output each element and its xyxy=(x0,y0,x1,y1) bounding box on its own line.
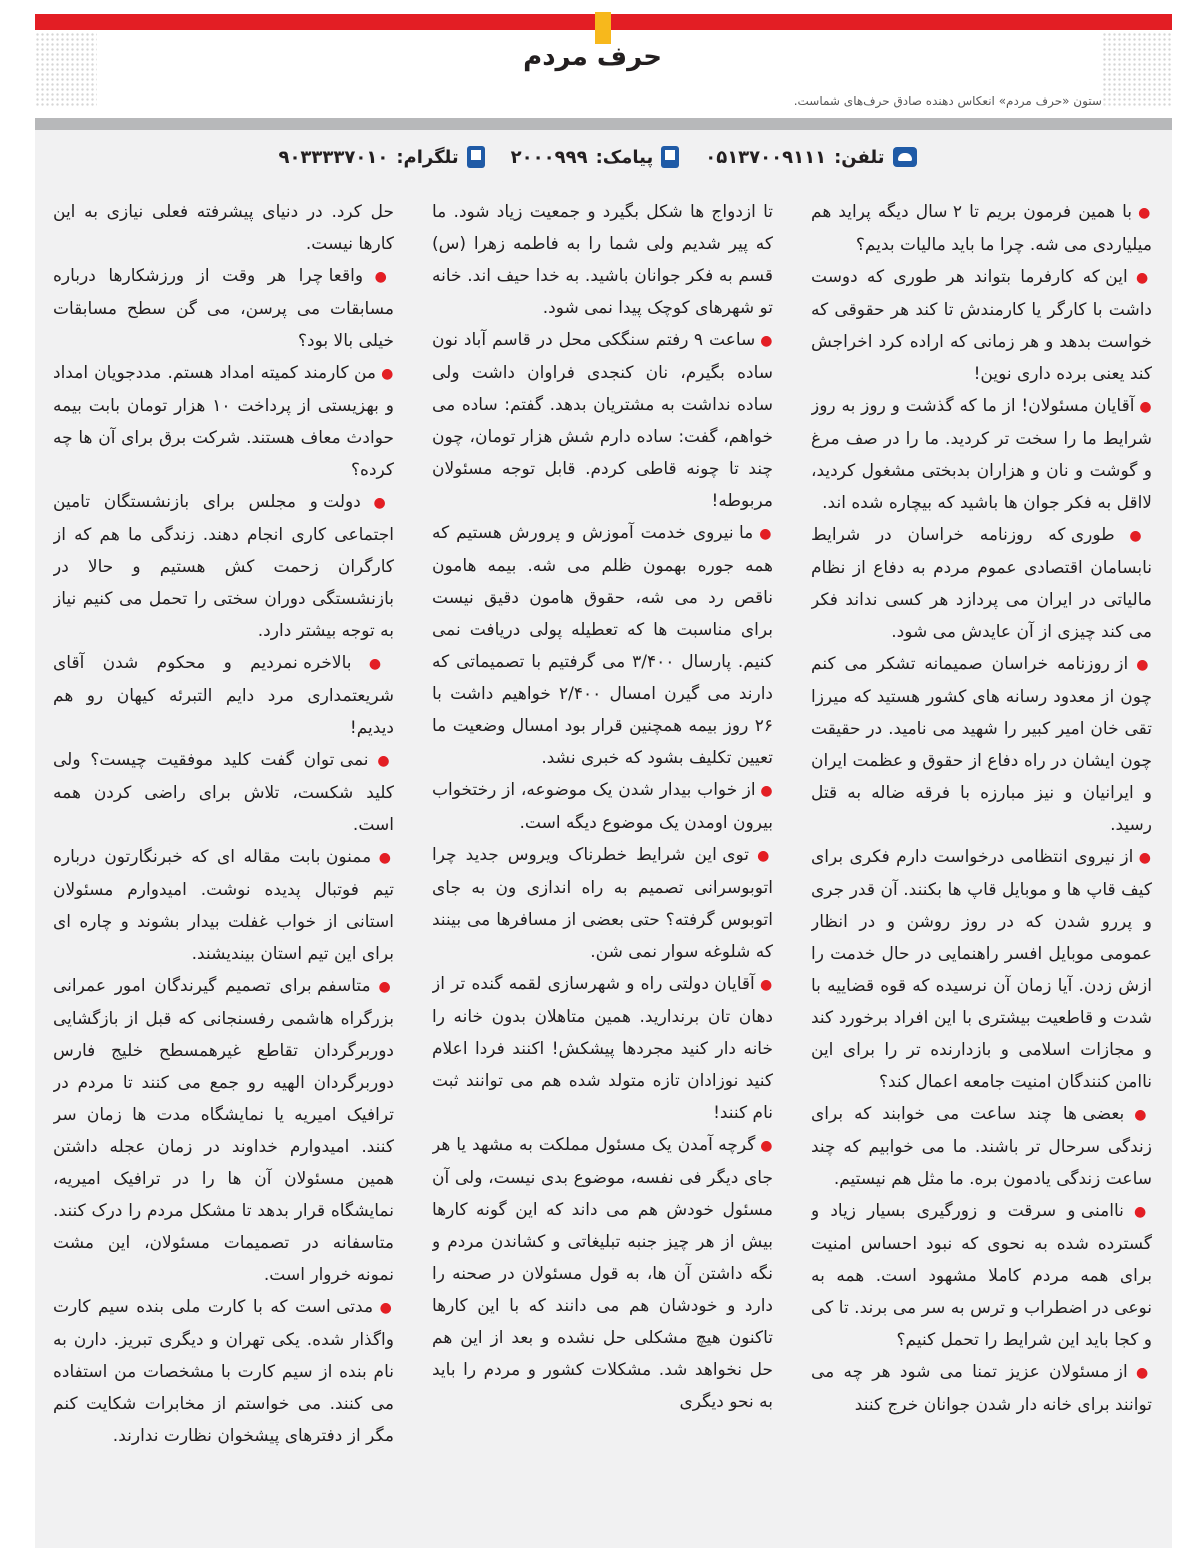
phone-value: ۰۵۱۳۷۰۰۹۱۱۱ xyxy=(705,146,827,168)
message-item xyxy=(811,648,1152,841)
bullet-icon: ● xyxy=(1128,657,1152,673)
message-text: ممنون بابت مقاله ای که خبرنگارتون درباره تیم فوتبال پدیده نوشت. امیدوارم مسئولان استانی از خواب غفلت بیدار بشوند و چاره ای برای این تیم استان بیندیشند. xyxy=(53,847,394,964)
bullet-icon: ● xyxy=(1124,1107,1152,1123)
message-text: واقعا چرا هر وقت از ورزشکارها درباره مسابقات می پرسن، می گن سطح مسابقات خیلی بالا بود؟ xyxy=(53,266,394,351)
message-item xyxy=(432,324,773,517)
bullet-icon: ● xyxy=(1123,1204,1152,1220)
message-item xyxy=(811,841,1152,1098)
message-text: بعضی ها چند ساعت می خوابند که برای زندگی سرحال تر باشند. ما می خوابیم که چند ساعت زندگی یادمون بره. ما مثل هم نیستیم. xyxy=(811,1104,1152,1189)
bullet-icon: ● xyxy=(1132,205,1152,221)
telegram-value: ۹۰۳۳۳۳۷۰۱۰ xyxy=(278,146,389,168)
message-text: حل کرد. در دنیای پیشرفته فعلی نیازی به این کارها نیست. xyxy=(53,202,394,254)
text-column-2 xyxy=(432,196,773,1546)
message-item xyxy=(53,486,394,647)
bullet-icon: ● xyxy=(373,1300,394,1316)
message-item xyxy=(432,774,773,839)
message-item xyxy=(53,196,394,260)
bullet-icon: ● xyxy=(1127,270,1152,286)
message-text: من کارمند کمیته امداد هستم. مددجویان امداد و بهزیستی از پرداخت ۱۰ هزار تومان بابت بیمه حوادث معاف هستند. شرکت برق برای آن ها چه کرده؟ xyxy=(53,363,394,480)
bullet-icon: ● xyxy=(363,269,394,285)
message-item xyxy=(432,968,773,1129)
telegram-label: تلگرام: xyxy=(396,146,459,168)
text-column-3 xyxy=(53,196,394,1546)
message-text: از مسئولان عزیز تمنا می شود هر چه می توانند برای خانه دار شدن جوانان خرج کنند xyxy=(811,1362,1152,1415)
message-text: نمی توان گفت کلید موفقیت چیست؟ ولی کلید شکست، تلاش برای راضی کردن همه است. xyxy=(53,750,394,835)
message-item xyxy=(432,517,773,774)
gray-divider-bar xyxy=(35,118,1172,130)
phone-label: تلفن: xyxy=(834,146,885,168)
message-item xyxy=(53,841,394,970)
message-text: طوری که روزنامه خراسان در شرایط نابسامان اقتصادی عموم مردم به دفاع از نظام مالیاتی در ایران می پردازد هر کسی نداند فکر می کند چیزی از آن عایدش می شود. xyxy=(811,525,1152,642)
message-item xyxy=(53,970,394,1291)
message-item xyxy=(53,357,394,486)
bullet-icon: ● xyxy=(1127,1365,1152,1381)
message-text: مدتی است که با کارت ملی بنده سیم کارت واگذار شده. یکی تهران و دیگری تبریز. دارن به نام بنده از سیم کارت با مشخصات من استفاده می کنند. می خواستم از مخابرات شکایت کنم مگر از دفترهای پیشخوان نظارت ندارند. xyxy=(53,1297,394,1446)
mobile-icon xyxy=(467,146,485,168)
message-text: ساعت ۹ رفتم سنگکی محل در قاسم آباد نون ساده بگیرم، نان کنجدی فراوان داشت ولی ساده نداشت به مشتریان بدهد. گفتم: ساده می خواهم، گفت: ساده دارم شش هزار تومان، چون چند تا چونه قاطی کردم. قابل توجه مسئولان مربوطه! xyxy=(432,330,773,511)
bullet-icon: ● xyxy=(1114,528,1152,544)
dot-pattern-right xyxy=(1102,32,1172,108)
bullet-icon: ● xyxy=(376,366,394,382)
message-item xyxy=(53,1291,394,1452)
sms-value: ۲۰۰۰۹۹۹ xyxy=(510,146,588,168)
contact-phone xyxy=(705,147,916,168)
message-item xyxy=(811,390,1152,519)
mobile-icon xyxy=(661,146,679,168)
message-item xyxy=(811,1195,1152,1356)
phone-icon xyxy=(893,147,917,167)
bullet-icon: ● xyxy=(1133,850,1152,866)
column-subtitle: ستون «حرف مردم» انعکاس دهنده صادق حرف‌های شماست. xyxy=(793,94,1102,108)
message-text: گرچه آمدن یک مسئول مملکت به مشهد یا هر جای دیگر فی نفسه، موضوع بدی نیست، ولی آن مسئول خودش هم می داند که این گونه کارها بیش از هر چیز جنبه تبلیغاتی و کشاندن مردم و نگه داشتن آن ها، به قول مسئولان در صحنه را دارد و خودشان هم می دانند که با این کارها تاکنون هیچ مشکلی حل نشده و بعد از این هم حل نخواهد شد. مشکلات کشور و مردم را باید به نحو دیگری xyxy=(432,1135,773,1412)
message-text: ما نیروی خدمت آموزش و پرورش هستیم که همه جوره بهمون ظلم می شه. بیمه هامون ناقص رد می شه، حقوق هامون دقیق نیست برای مناسبت ها که تعطیله پولی دریافت نمی کنیم. پارسال ۳/۴۰۰ می گرفتیم با تصمیماتی که دارند می گیرن امسال ۲/۴۰۰ خواهیم داشت با ۲۶ روز بیمه همچنین قرار بود امسال وضعیت ما تعیین تکلیف بشود که خبری نشد. xyxy=(432,523,773,768)
message-text: ناامنی و سرقت و زورگیری بسیار زیاد و گسترده شده به نحوی که نبود احساس امنیت برای همه مردم کاملا مشهود است. همه به نوعی در اضطراب و ترس به سر می برند. تا کی و کجا باید این شرایط را تحمل کنیم؟ xyxy=(811,1201,1152,1350)
message-text: توی این شرایط خطرناک ویروس جدید چرا اتوبوسرانی تصمیم به راه اندازی ون به جای اتوبوس گرفته؟ حتی بعضی از مسافرها می بینند که شلوغه سوار نمی شن. xyxy=(432,845,773,962)
bullet-icon: ● xyxy=(755,1138,773,1154)
bullet-icon: ● xyxy=(749,848,773,864)
dot-pattern-left xyxy=(35,32,97,108)
message-item xyxy=(811,519,1152,648)
message-item xyxy=(811,196,1152,261)
message-text: دولت و مجلس برای بازنشستگان تامین اجتماعی کاری انجام دهند. زندگی ما هم که از کارگران زحمت کش هستیم و حالا در بازنشستگی دوران سختی را تحمل می کنیم نیاز به توجه بیشتر دارد. xyxy=(53,492,394,641)
bullet-icon: ● xyxy=(753,526,773,542)
message-item xyxy=(53,744,394,841)
bullet-icon: ● xyxy=(754,977,773,993)
contact-row xyxy=(0,142,1195,172)
message-item xyxy=(811,261,1152,390)
message-item xyxy=(432,196,773,324)
message-item xyxy=(432,1129,773,1418)
message-text: بالاخره نمردیم و محکوم شدن آقای شریعتمداری مرد دایم التبرئه کیهان رو هم دیدیم! xyxy=(53,653,394,738)
contact-sms xyxy=(511,146,680,168)
text-columns xyxy=(52,196,1152,1546)
message-item xyxy=(53,647,394,744)
column-title: حرف مردم xyxy=(523,42,662,72)
bullet-icon: ● xyxy=(755,783,773,799)
message-text: آقایان دولتی راه و شهرسازی لقمه گنده تر از دهان تان برندارید. همین متاهلان بدون خانه را خانه دار کنید مجردها پیشکش! اکنند فردا اعلام کنید نوزادان تازه متولد شده هم می توانند ثبت نام کنند! xyxy=(432,974,773,1123)
text-column-1 xyxy=(811,196,1152,1546)
message-item xyxy=(811,1356,1152,1421)
message-text: با همین فرمون بریم تا ۲ سال دیگه پراید هم میلیاردی می شه. چرا ما باید مالیات بدیم؟ xyxy=(811,202,1152,255)
message-text: از نیروی انتظامی درخواست دارم فکری برای کیف قاپ ها و موبایل قاپ ها بکنند. آن قدر جری و پررو شدن که در روز روشن و در انظار عمومی موبایل افسر راهنمایی در حال خدمت را ازش زدن. آیا زمان آن نرسیده که قوه قضاییه با شدت و قاطعیت بیشتری با این افراد برخورد کند و مجازات اسلامی و بازدارنده تر را برای این ناامن کنندگان امنیت جامعه اعمال کند؟ xyxy=(811,847,1152,1092)
message-text: از خواب بیدار شدن یک موضوعه، از رختخواب بیرون اومدن یک موضوع دیگه است. xyxy=(432,780,773,833)
bullet-icon: ● xyxy=(371,850,394,866)
message-text: تا ازدواج ها شکل بگیرد و جمعیت زیاد شود. ما که پیر شدیم ولی شما را به فاطمه زهرا (س) قسم به فکر جوانان باشید. به خدا حیف اند. خانه تو شهرهای کوچک پیدا نمی شود. xyxy=(432,202,773,318)
bullet-icon: ● xyxy=(351,656,394,672)
bullet-icon: ● xyxy=(1134,399,1152,415)
bullet-icon: ● xyxy=(370,979,394,995)
bullet-icon: ● xyxy=(368,753,394,769)
sms-label: پیامک: xyxy=(595,146,654,168)
message-text: آقایان مسئولان! از ما که گذشت و روز به روز شرایط ما را سخت تر کردید. ما را در صف مرغ و گوشت و نان و هزاران بدبختی مشغول کردید، لااقل به فکر جوان ها باشید که بیچاره شده اند. xyxy=(811,396,1152,513)
bullet-icon: ● xyxy=(755,333,773,349)
masthead xyxy=(97,32,1102,108)
contact-telegram xyxy=(278,146,484,168)
message-text: متاسفم برای تصمیم گیرندگان امور عمرانی بزرگراه هاشمی رفسنجانی که قبل از بازگشایی دوربرگردان تقاطع غیرهمسطح خلیج فارس دوربرگردان الهیه رو جمع می کنند تا مردم در ترافیک امیریه یا نمایشگاه مدت ها زمان سر کنند. امیدوارم خداوند در زمان عجله داشتن همین مسئولان آن ها را در ترافیک امیریه، نمایشگاه قرار بدهد تا مشکل مردم را درک کنند. متاسفانه در تصمیمات مسئولان، این مشت نمونه خروار است. xyxy=(53,976,394,1285)
message-text: این که کارفرما بتواند هر طوری که دوست داشت با کارگر یا کارمندش تا کند هر حقوقی که خواست بدهد و هر زمانی که اراده کرد اخراجش کند یعنی برده داری نوین! xyxy=(811,267,1152,384)
message-text: از روزنامه خراسان صمیمانه تشکر می کنم چون از معدود رسانه های کشور هستید که میرزا تقی خان امیر کبیر را شهید می نامید. در حقیقت چون ایشان در راه دفاع از حقوق و عظمت ایران و ایرانیان و نیز مبارزه با فرقه ضاله به قتل رسید. xyxy=(811,654,1152,835)
message-item xyxy=(811,1098,1152,1195)
message-item xyxy=(53,260,394,357)
bullet-icon: ● xyxy=(360,495,394,511)
message-item xyxy=(432,839,773,968)
